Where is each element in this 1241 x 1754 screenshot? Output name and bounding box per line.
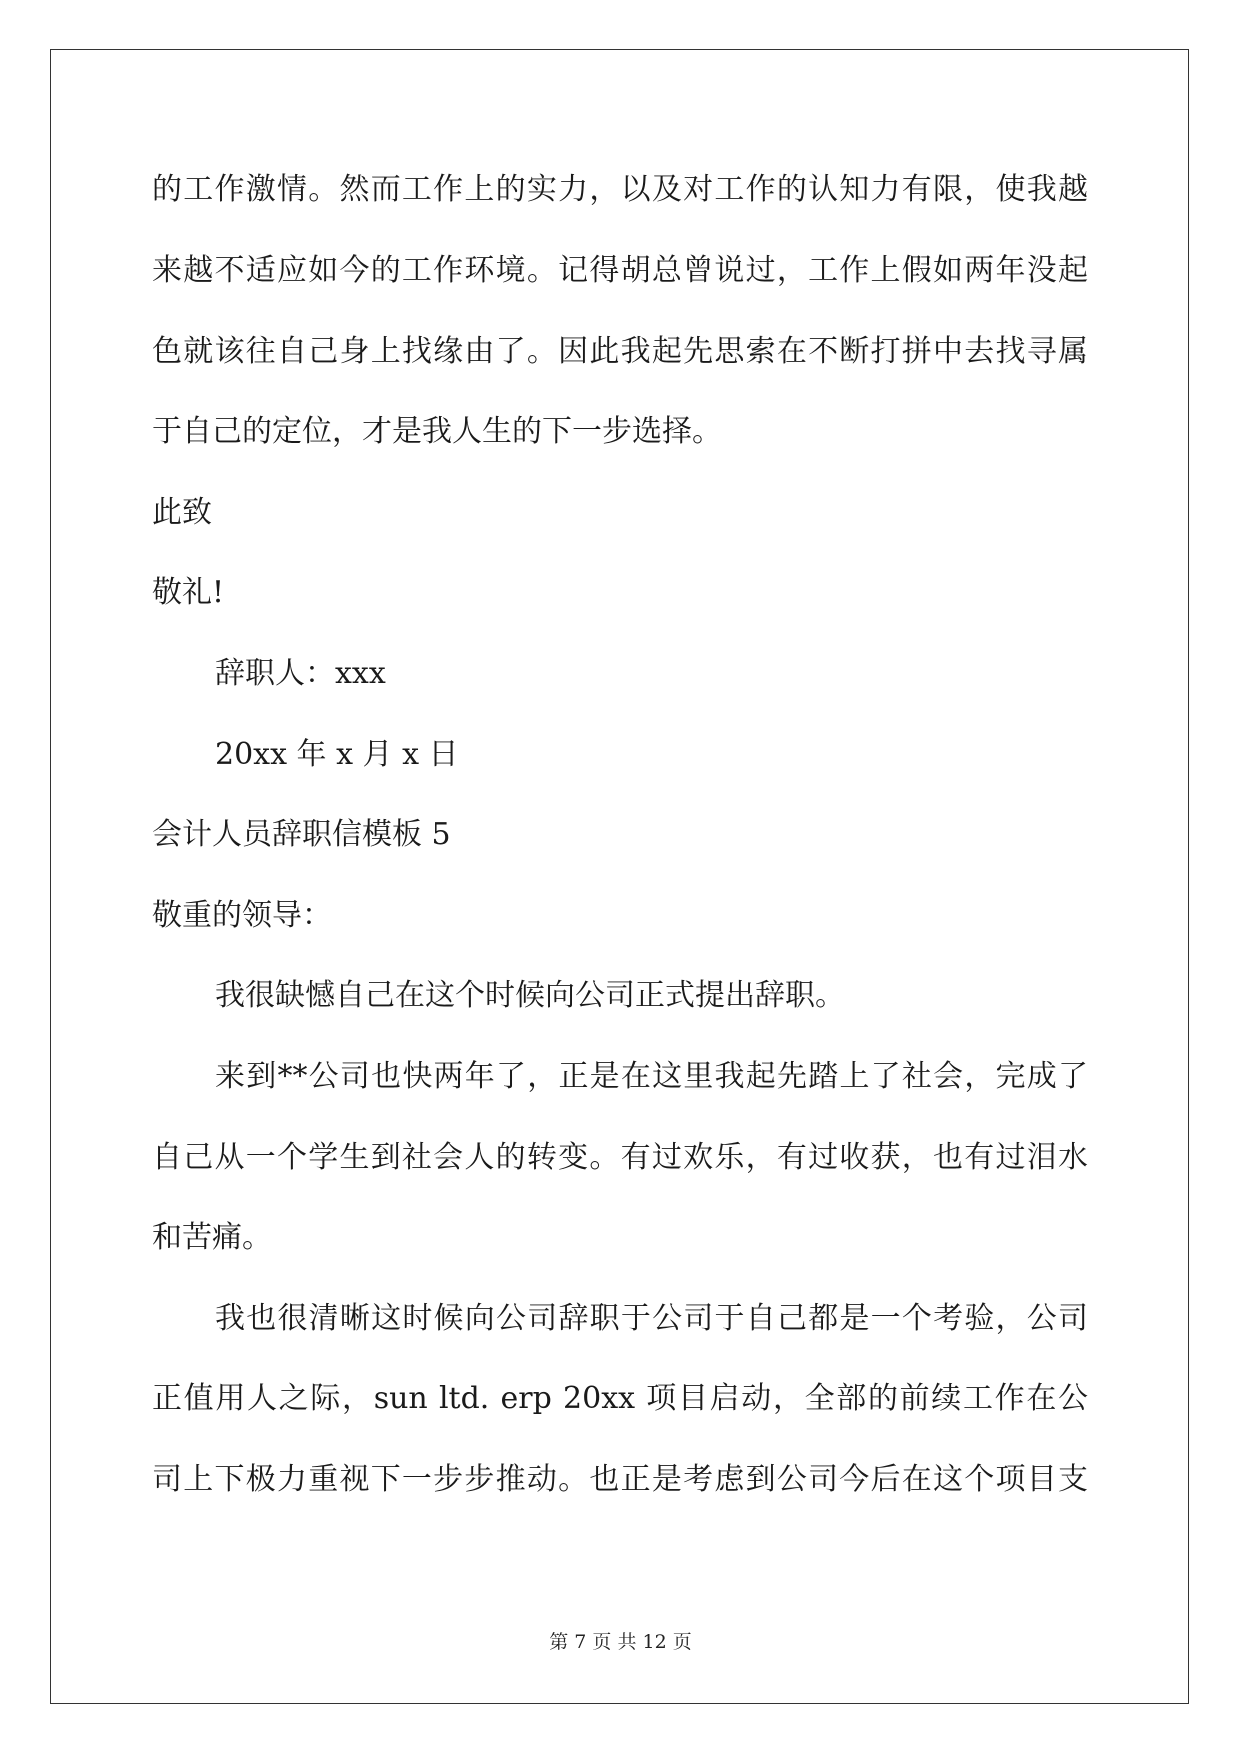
body-text-line: 司上下极力重视下一步步推动。也正是考虑到公司今后在这个项目支	[152, 1462, 1088, 1497]
body-text-line: 自己从一个学生到社会人的转变。有过欢乐，有过收获，也有过泪水	[152, 1140, 1088, 1175]
letter-greeting: 敬重的领导：	[152, 898, 332, 933]
body-text-line: 和苦痛。	[152, 1220, 272, 1255]
closing-regards: 敬礼!	[152, 575, 225, 610]
section-heading: 会计人员辞职信模板 5	[152, 817, 451, 852]
page-border	[50, 49, 1189, 1704]
body-text-line: 色就该往自己身上找缘由了。因此我起先思索在不断打拼中去找寻属	[152, 334, 1088, 369]
body-text-line: 我也很清晰这时候向公司辞职于公司于自己都是一个考验，公司	[215, 1301, 1088, 1336]
page-number-footer: 第 7 页 共 12 页	[549, 1631, 692, 1653]
body-text-line: 来到**公司也快两年了，正是在这里我起先踏上了社会，完成了	[215, 1059, 1088, 1094]
body-text-line: 我很缺憾自己在这个时候向公司正式提出辞职。	[215, 978, 845, 1013]
body-text-line: 正值用人之际，sun ltd. erp 20xx 项目启动，全部的前续工作在公	[152, 1381, 1088, 1416]
signature-name: 辞职人：xxx	[215, 656, 386, 691]
body-text-line: 于自己的定位，才是我人生的下一步选择。	[152, 414, 722, 449]
body-text-line: 的工作激情。然而工作上的实力，以及对工作的认知力有限，使我越	[152, 172, 1088, 207]
signature-date: 20xx 年 x 月 x 日	[215, 737, 459, 772]
closing-salutation: 此致	[152, 495, 212, 530]
body-text-line: 来越不适应如今的工作环境。记得胡总曾说过，工作上假如两年没起	[152, 253, 1088, 288]
